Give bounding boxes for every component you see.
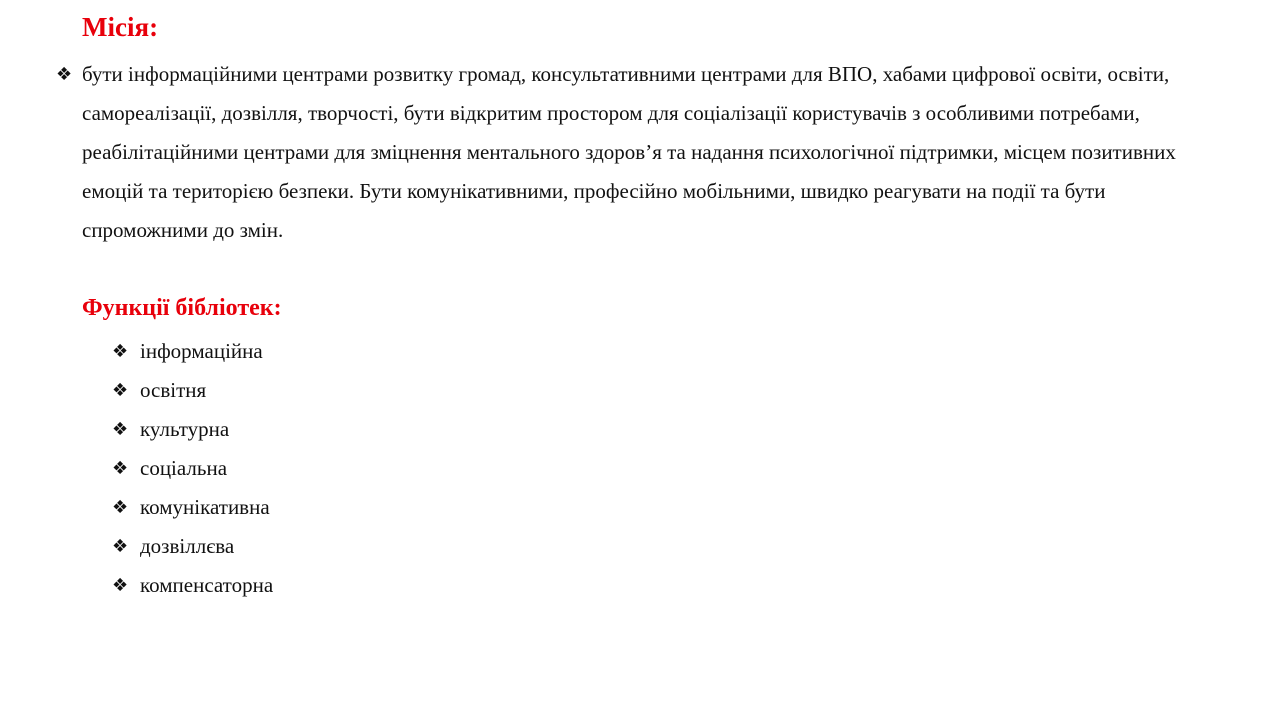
diamond-bullet-icon: ❖	[112, 341, 129, 362]
diamond-bullet-icon: ❖	[112, 419, 129, 440]
function-label: соціальна	[140, 456, 228, 480]
functions-heading: Функції бібліотек:	[82, 295, 282, 321]
mission-heading: Місія:	[82, 12, 159, 42]
function-item-leisure	[112, 527, 273, 566]
diamond-bullet-icon: ❖	[56, 64, 73, 85]
diamond-bullet-icon: ❖	[112, 458, 129, 479]
function-label: компенсаторна	[140, 573, 274, 597]
diamond-bullet-icon: ❖	[112, 575, 129, 596]
diamond-bullet-icon: ❖	[112, 497, 129, 518]
function-item-compensatory	[112, 566, 273, 605]
function-item-culture	[112, 410, 273, 449]
mission-section	[56, 55, 1236, 250]
function-label: культурна	[140, 417, 230, 441]
function-label: освітня	[140, 378, 207, 402]
function-item-information	[112, 332, 273, 371]
diamond-bullet-icon: ❖	[112, 380, 129, 401]
mission-text: бути інформаційними центрами розвитку громад, консультативними центрами для ВПО, хабами цифрової освіти, освіти, самореалізації, дозвілля, творчості, бути відкритим простором для соціалізації користувачів з особливими потребами, реабілітаційними центрами для зміцнення ментального здоров’я та надання психологічної підтримки, місцем позитивних емоцій та територією безпеки. Бути комунікативними, професійно мобільними, швидко реагувати на події та бути спроможними до змін.	[82, 62, 1176, 242]
function-item-social	[112, 449, 273, 488]
function-label: дозвіллєва	[140, 534, 235, 558]
diamond-bullet-icon: ❖	[112, 536, 129, 557]
functions-list	[112, 332, 273, 605]
function-item-education	[112, 371, 273, 410]
function-label: інформаційна	[140, 339, 263, 363]
function-label: комунікативна	[140, 495, 270, 519]
function-item-communicative	[112, 488, 273, 527]
